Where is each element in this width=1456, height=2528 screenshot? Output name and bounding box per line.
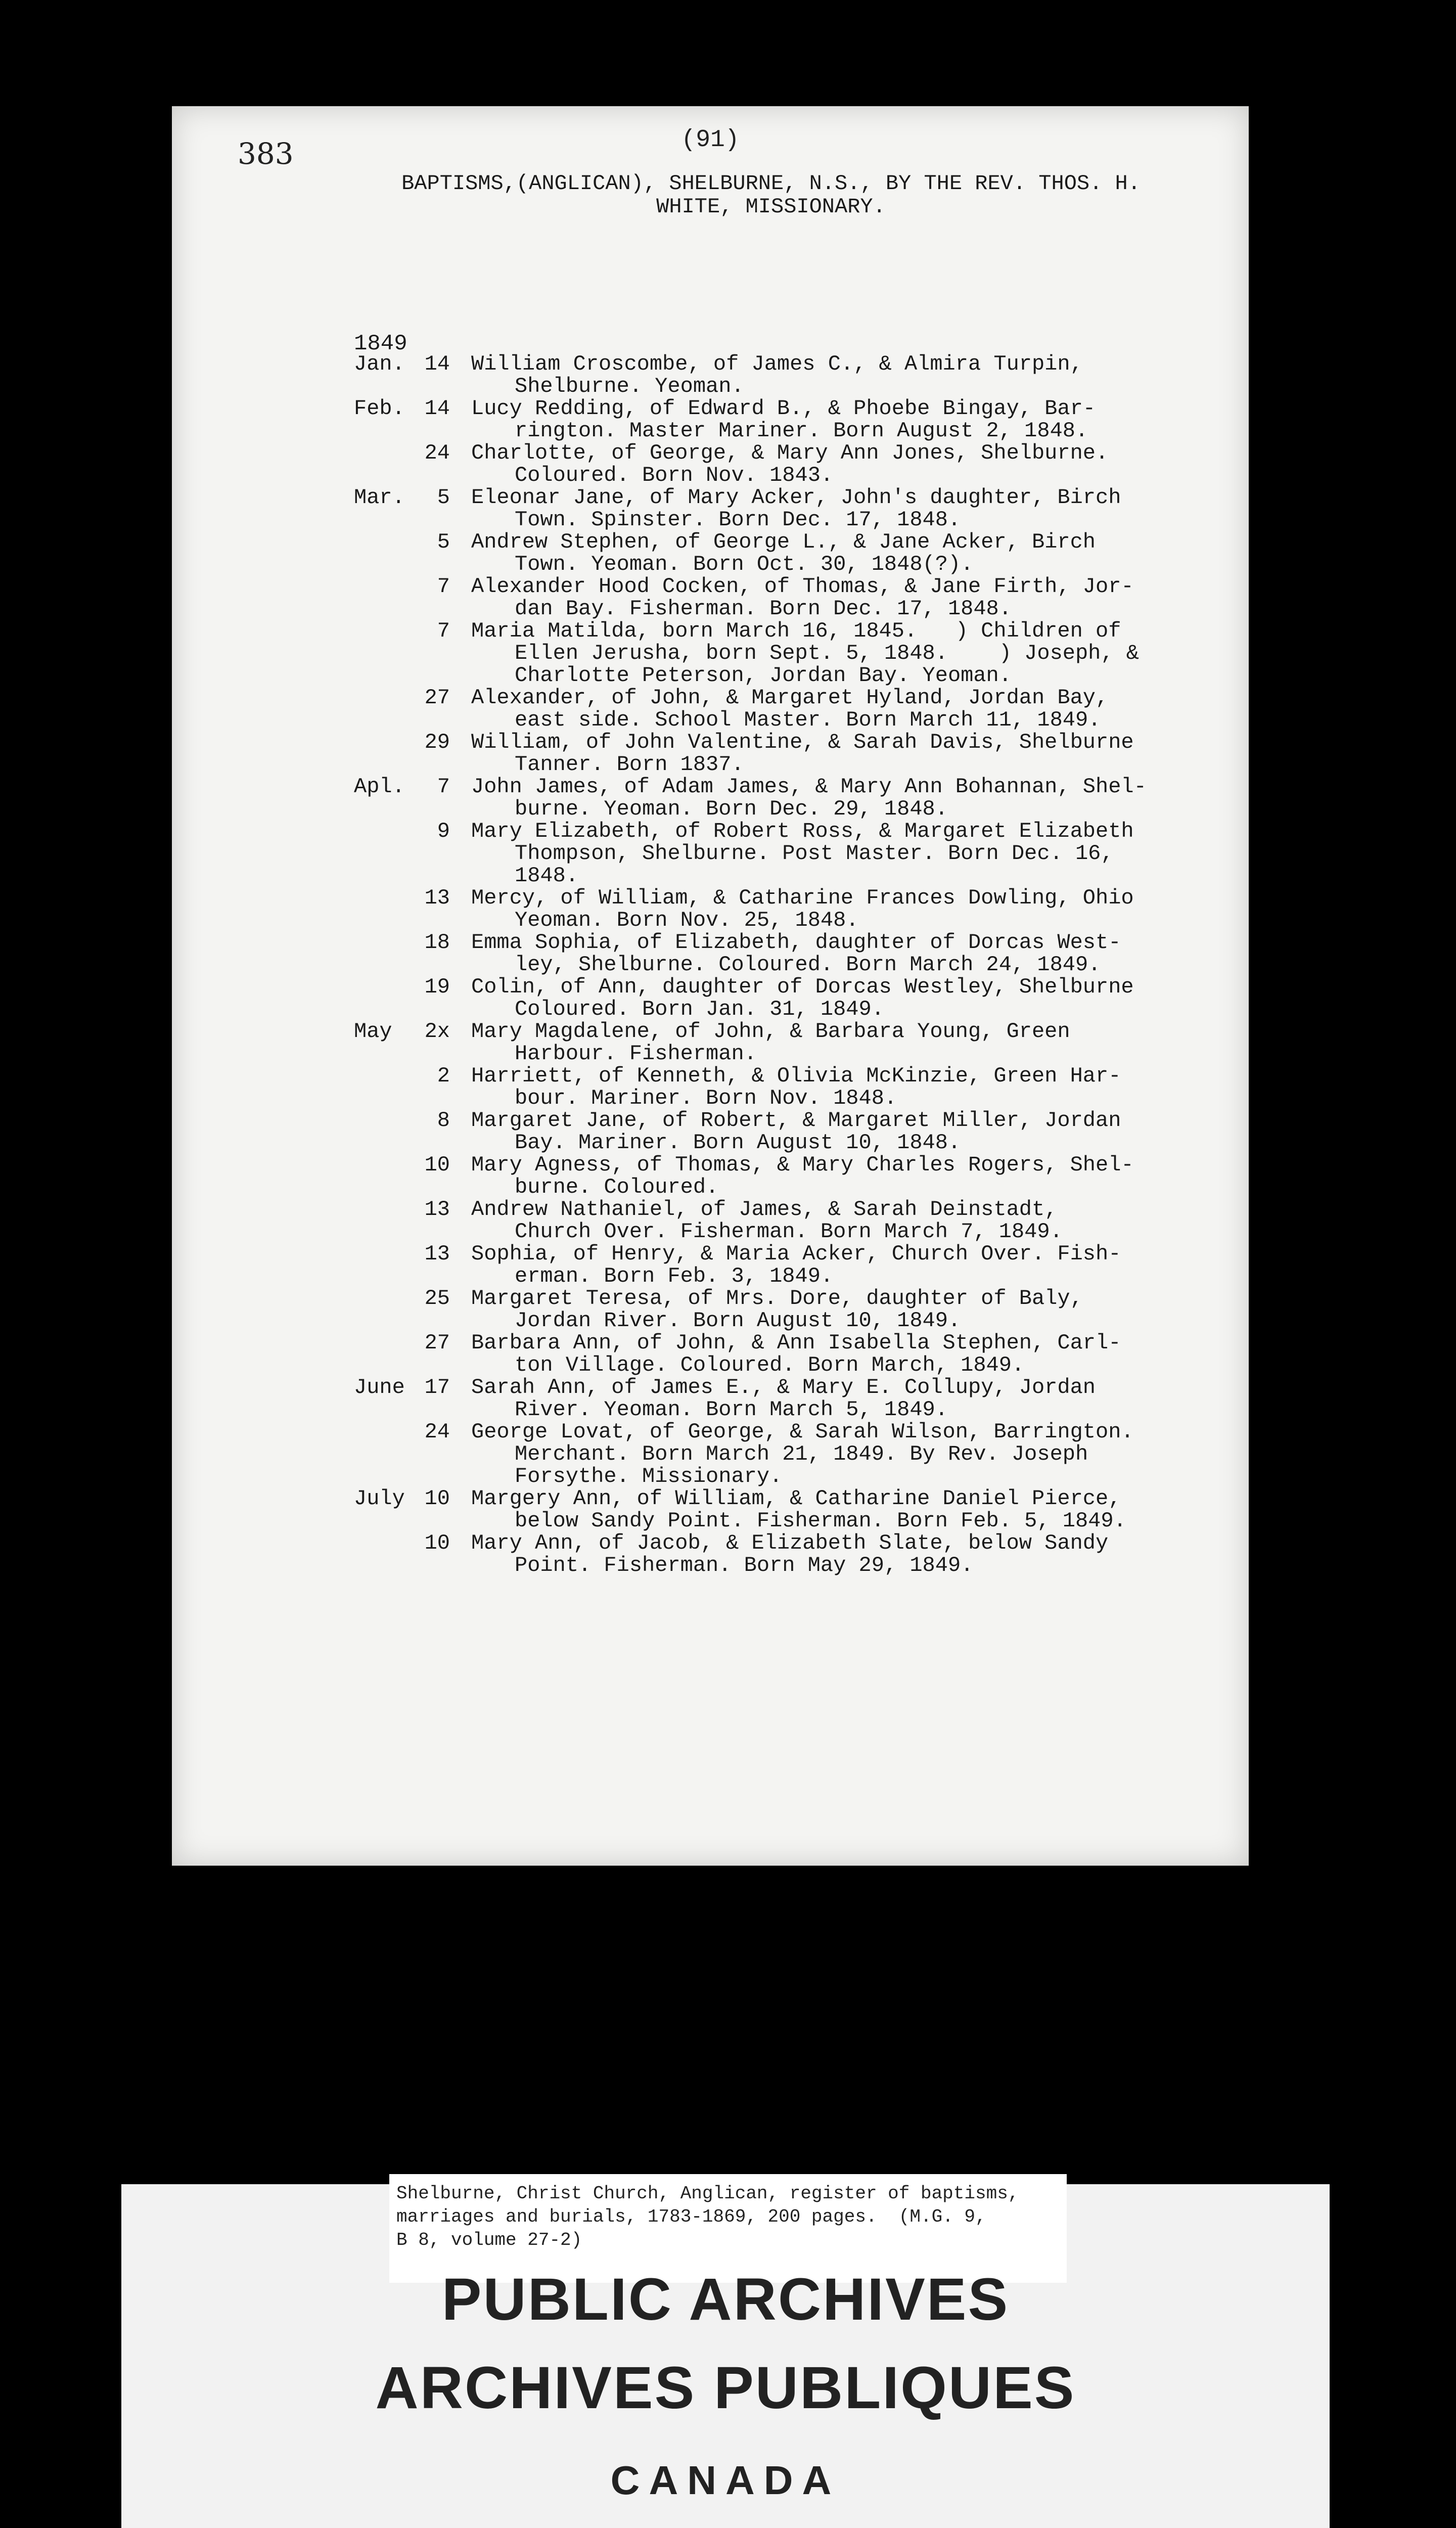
entry-text [471, 353, 1249, 397]
baptism-entry [354, 353, 1249, 397]
entry-day: 29 [424, 730, 450, 754]
entry-text [471, 1065, 1249, 1109]
entry-line: Bay. Mariner. Born August 10, 1848. [515, 1131, 961, 1155]
page-number: (91) [681, 126, 740, 154]
entry-month: Apl. [354, 775, 405, 799]
entry-line: Alexander Hood Cocken, of Thomas, & Jane Firth, Jor- [471, 574, 1134, 599]
entry-month [354, 976, 415, 1020]
entry-text [471, 620, 1249, 687]
entry-line: ton Village. Coloured. Born March, 1849. [515, 1353, 1025, 1377]
entry-line: Town. Spinster. Born Dec. 17, 1848. [515, 508, 961, 532]
entry-month [354, 1154, 415, 1198]
entry-text [471, 776, 1249, 820]
baptism-entry [354, 486, 1249, 531]
entry-text [471, 1154, 1249, 1198]
entry-line: Lucy Redding, of Edward B., & Phoebe Bingay, Bar- [471, 396, 1096, 421]
entry-month [354, 1332, 415, 1376]
title-line: BAPTISMS,(ANGLICAN), SHELBURNE, N.S., BY THE REV. THOS. H. [401, 171, 1141, 196]
baptism-entry [354, 397, 1249, 442]
entry-text [471, 1020, 1249, 1065]
baptism-entry [354, 820, 1249, 887]
entry-text [471, 531, 1249, 575]
entry-month [354, 620, 415, 687]
entry-line: Town. Yeoman. Born Oct. 30, 1848(?). [515, 552, 974, 576]
entry-text [471, 820, 1249, 887]
entry-line: Sarah Ann, of James E., & Mary E. Collupy, Jordan [471, 1375, 1096, 1400]
entry-month [354, 531, 415, 575]
entry-day: 24 [424, 1420, 450, 1444]
entry-month [354, 1243, 415, 1287]
entry-line: Yeoman. Born Nov. 25, 1848. [515, 908, 859, 932]
entry-month [354, 1287, 415, 1332]
entry-month: July [354, 1486, 405, 1511]
entry-month [354, 1532, 415, 1576]
entry-text [471, 1243, 1249, 1287]
entry-line: Barbara Ann, of John, & Ann Isabella Stephen, Carl- [471, 1331, 1121, 1355]
baptism-entry [354, 931, 1249, 976]
entry-line: Charlotte Peterson, Jordan Bay. Yeoman. [515, 663, 1012, 688]
entry-line: Margaret Jane, of Robert, & Margaret Miller, Jordan [471, 1108, 1121, 1133]
entry-month [354, 575, 415, 620]
entry-line: Alexander, of John, & Margaret Hyland, Jordan Bay, [471, 686, 1109, 710]
entry-line: Sophia, of Henry, & Maria Acker, Church Over. Fish- [471, 1242, 1121, 1266]
archive-stamp-english: PUBLIC ARCHIVES [441, 2266, 1010, 2333]
entry-day: 8 [437, 1108, 450, 1133]
entry-line: Emma Sophia, of Elizabeth, daughter of Dorcas West- [471, 930, 1121, 955]
entry-day: 19 [424, 975, 450, 999]
entry-line: Ellen Jerusha, born Sept. 5, 1848. ) Joseph, & [515, 641, 1140, 665]
entry-line: below Sandy Point. Fisherman. Born Feb. 5, 1849. [515, 1509, 1126, 1533]
entry-text [471, 1332, 1249, 1376]
entry-text [471, 397, 1249, 442]
entry-day: 10 [424, 1486, 450, 1511]
entry-month: Feb. [354, 396, 405, 421]
entry-line: Mary Elizabeth, of Robert Ross, & Margaret Elizabeth [471, 819, 1134, 843]
entry-line: Mary Agness, of Thomas, & Mary Charles Rogers, Shel- [471, 1153, 1134, 1177]
entry-line: Forsythe. Missionary. [515, 1464, 783, 1488]
entry-line: Andrew Stephen, of George L., & Jane Acker, Birch [471, 530, 1096, 554]
baptism-entry [354, 731, 1249, 776]
baptism-entry [354, 1376, 1249, 1421]
baptism-entry [354, 887, 1249, 931]
baptism-entry [354, 776, 1249, 820]
entry-day: 10 [424, 1531, 450, 1555]
entry-day: 13 [424, 1197, 450, 1222]
entry-line: Shelburne. Yeoman. [515, 374, 744, 398]
entry-day: 17 [424, 1375, 450, 1400]
baptism-entries [354, 353, 1249, 1576]
entry-line: 1848. [515, 864, 579, 888]
entry-line: rington. Master Mariner. Born August 2, 1848. [515, 419, 1088, 443]
entry-day: 2x [424, 1019, 450, 1044]
baptism-entry [354, 1332, 1249, 1376]
archive-stamp-country: CANADA [610, 2458, 841, 2503]
entry-line: Coloured. Born Jan. 31, 1849. [515, 997, 884, 1021]
entry-text [471, 1487, 1249, 1532]
entry-line: Tanner. Born 1837. [515, 752, 744, 777]
entry-text [471, 442, 1249, 486]
entry-day: 14 [424, 352, 450, 376]
entry-day: 5 [437, 485, 450, 510]
baptism-entry [354, 1109, 1249, 1154]
archive-note-line: Shelburne, Christ Church, Anglican, register of baptisms, [396, 2183, 1019, 2204]
entry-day: 2 [437, 1064, 450, 1088]
baptism-entry [354, 1487, 1249, 1532]
entry-day: 7 [437, 619, 450, 643]
baptism-entry [354, 1243, 1249, 1287]
entry-month [354, 1421, 415, 1487]
entry-month: June [354, 1375, 405, 1400]
entry-day: 13 [424, 1242, 450, 1266]
baptism-entry [354, 575, 1249, 620]
entry-text [471, 1376, 1249, 1421]
entry-text [471, 1421, 1249, 1487]
entry-month [354, 731, 415, 776]
entry-line: Mary Magdalene, of John, & Barbara Young, Green [471, 1019, 1070, 1044]
archive-stamp-french: ARCHIVES PUBLIQUES [375, 2355, 1076, 2421]
entry-line: George Lovat, of George, & Sarah Wilson, Barrington. [471, 1420, 1134, 1444]
baptism-entry [354, 1020, 1249, 1065]
entry-line: Mary Ann, of Jacob, & Elizabeth Slate, below Sandy [471, 1531, 1109, 1555]
entry-line: Colin, of Ann, daughter of Dorcas Westley, Shelburne [471, 975, 1134, 999]
entry-line: Margery Ann, of William, & Catharine Daniel Pierce, [471, 1486, 1121, 1511]
entry-month [354, 1065, 415, 1109]
entry-line: Maria Matilda, born March 16, 1845. ) Children of [471, 619, 1121, 643]
entry-day: 13 [424, 886, 450, 910]
entry-line: Point. Fisherman. Born May 29, 1849. [515, 1553, 974, 1577]
baptism-entry [354, 620, 1249, 687]
entry-text [471, 887, 1249, 931]
archive-note-line: B 8, volume 27-2) [396, 2230, 582, 2250]
entry-text [471, 687, 1249, 731]
entry-month: Mar. [354, 485, 405, 510]
baptism-entry [354, 1154, 1249, 1198]
entry-month: Jan. [354, 352, 405, 376]
entry-text [471, 1198, 1249, 1243]
baptism-entry [354, 1287, 1249, 1332]
archive-note-line: marriages and burials, 1783-1869, 200 pages. (M.G. 9, [396, 2206, 986, 2227]
entry-month [354, 820, 415, 887]
entry-text [471, 486, 1249, 531]
title-line: WHITE, MISSIONARY. [656, 195, 886, 219]
page-title [298, 172, 1244, 218]
entry-day: 9 [437, 819, 450, 843]
entry-line: ley, Shelburne. Coloured. Born March 24, 1849. [515, 953, 1101, 977]
entry-day: 5 [437, 530, 450, 554]
entry-day: 25 [424, 1286, 450, 1311]
entry-line: Mercy, of William, & Catharine Frances Dowling, Ohio [471, 886, 1134, 910]
baptism-entry [354, 1532, 1249, 1576]
entry-text [471, 976, 1249, 1020]
baptism-entry [354, 1198, 1249, 1243]
entry-line: Margaret Teresa, of Mrs. Dore, daughter of Baly, [471, 1286, 1083, 1311]
baptism-entry [354, 442, 1249, 486]
entry-line: erman. Born Feb. 3, 1849. [515, 1264, 834, 1288]
baptism-entry [354, 1065, 1249, 1109]
entry-line: William, of John Valentine, & Sarah Davis, Shelburne [471, 730, 1134, 754]
entry-month: May [354, 1019, 392, 1044]
entry-line: dan Bay. Fisherman. Born Dec. 17, 1848. [515, 597, 1012, 621]
entry-line: Coloured. Born Nov. 1843. [515, 463, 834, 487]
entry-line: Harbour. Fisherman. [515, 1042, 757, 1066]
entry-text [471, 1532, 1249, 1576]
entry-line: east side. School Master. Born March 11, 1849. [515, 708, 1101, 732]
entry-text [471, 575, 1249, 620]
entry-line: Thompson, Shelburne. Post Master. Born Dec. 16, [515, 841, 1114, 866]
year-heading: 1849 [354, 331, 407, 356]
baptism-entry [354, 531, 1249, 575]
register-page [172, 106, 1249, 1866]
entry-day: 27 [424, 1331, 450, 1355]
entry-line: John James, of Adam James, & Mary Ann Bohannan, Shel- [471, 775, 1147, 799]
entry-day: 7 [437, 574, 450, 599]
entry-line: William Croscombe, of James C., & Almira Turpin, [471, 352, 1083, 376]
entry-line: Merchant. Born March 21, 1849. By Rev. Joseph [515, 1442, 1088, 1466]
entry-line: Charlotte, of George, & Mary Ann Jones, Shelburne. [471, 441, 1109, 465]
entry-day: 10 [424, 1153, 450, 1177]
baptism-entry [354, 976, 1249, 1020]
folio-number: 383 [238, 137, 294, 171]
entry-day: 18 [424, 930, 450, 955]
entry-day: 27 [424, 686, 450, 710]
entry-month [354, 687, 415, 731]
entry-line: burne. Coloured. [515, 1175, 719, 1199]
entry-line: River. Yeoman. Born March 5, 1849. [515, 1397, 948, 1422]
entry-day: 14 [424, 396, 450, 421]
entry-text [471, 931, 1249, 976]
entry-line: Eleonar Jane, of Mary Acker, John's daughter, Birch [471, 485, 1121, 510]
entry-line: bour. Mariner. Born Nov. 1848. [515, 1086, 897, 1110]
entry-month [354, 442, 415, 486]
entry-text [471, 1287, 1249, 1332]
entry-line: Andrew Nathaniel, of James, & Sarah Deinstadt, [471, 1197, 1058, 1222]
entry-month [354, 1198, 415, 1243]
entry-month [354, 931, 415, 976]
entry-line: Church Over. Fisherman. Born March 7, 1849. [515, 1220, 1063, 1244]
entry-line: Jordan River. Born August 10, 1849. [515, 1308, 961, 1333]
entry-line: Harriett, of Kenneth, & Olivia McKinzie, Green Har- [471, 1064, 1121, 1088]
entry-day: 24 [424, 441, 450, 465]
entry-month [354, 887, 415, 931]
entry-month [354, 1109, 415, 1154]
entry-text [471, 731, 1249, 776]
baptism-entry [354, 1421, 1249, 1487]
baptism-entry [354, 687, 1249, 731]
entry-text [471, 1109, 1249, 1154]
entry-line: burne. Yeoman. Born Dec. 29, 1848. [515, 797, 948, 821]
entry-day: 7 [437, 775, 450, 799]
